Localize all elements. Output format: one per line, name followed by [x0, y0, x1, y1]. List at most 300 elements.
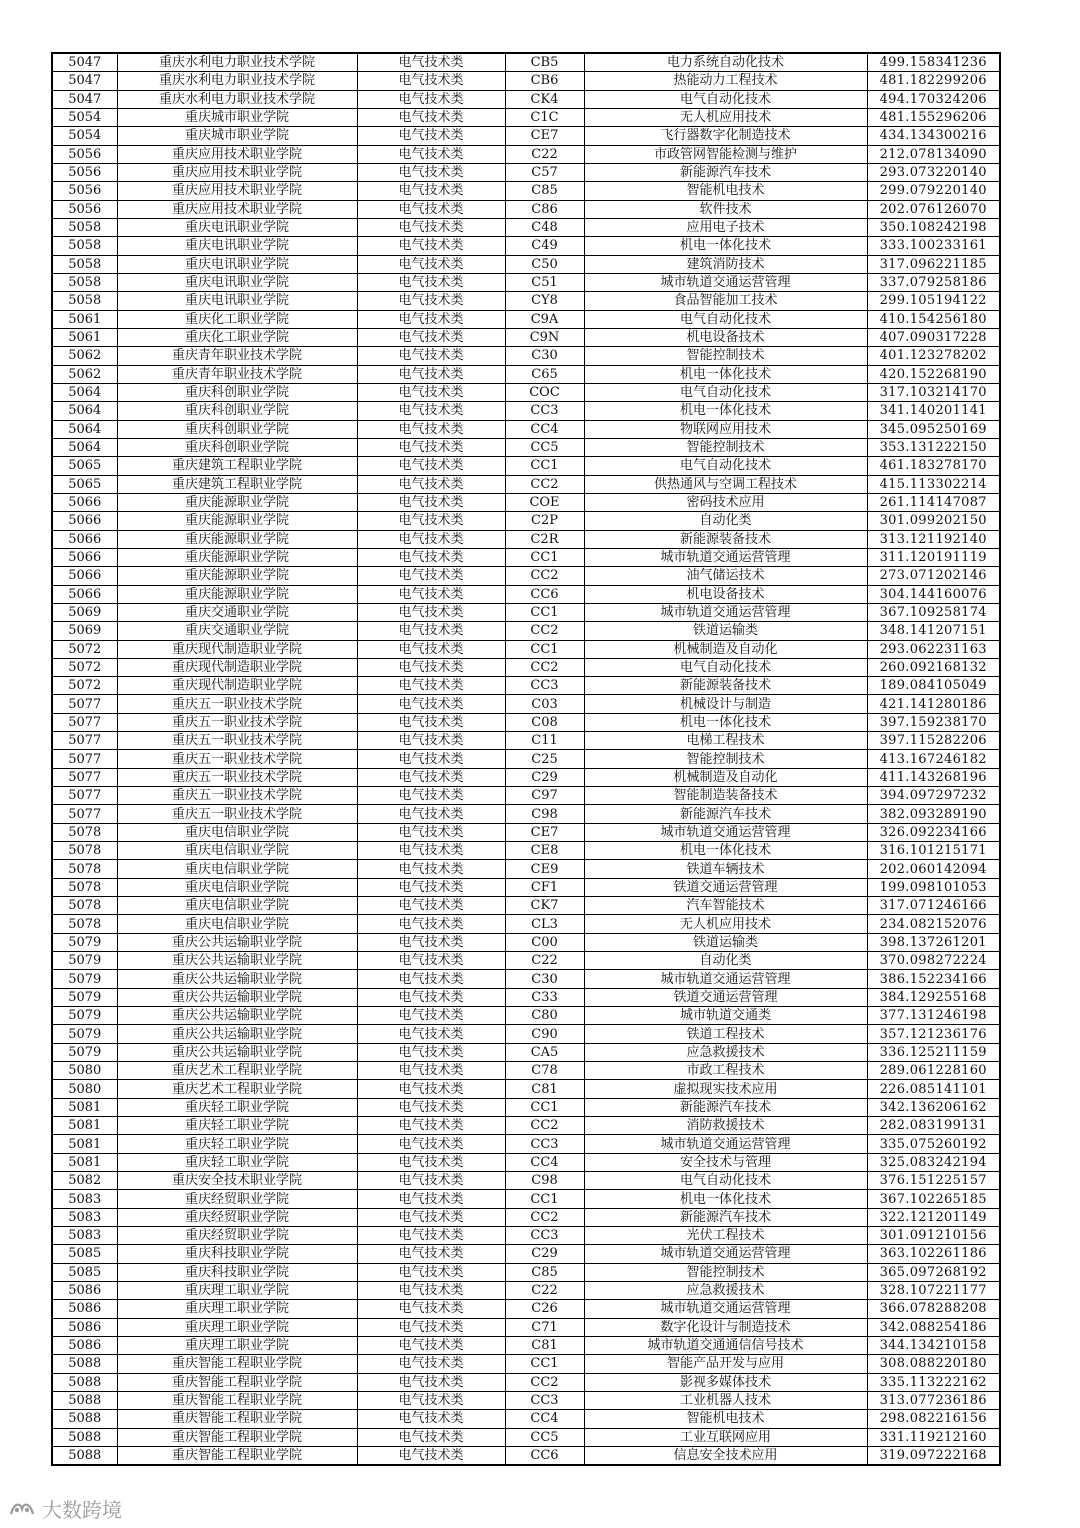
table-row [52, 933, 1000, 951]
cell-school-code: 5078 [52, 897, 117, 915]
cell-major-name: 机电设备技术 [584, 328, 867, 346]
cell-score: 377.131246198 [867, 1007, 1000, 1025]
cell-school-name: 重庆能源职业学院 [117, 548, 357, 566]
cell-major-name: 城市轨道交通运营管理 [584, 1135, 867, 1153]
cell-school-name: 重庆现代制造职业学院 [117, 658, 357, 676]
cell-score: 234.082152076 [867, 915, 1000, 933]
cell-major-code: CC1 [505, 1098, 584, 1116]
cell-major-name: 机械设计与制造 [584, 695, 867, 713]
cell-category: 电气技术类 [357, 1007, 505, 1025]
cell-category: 电气技术类 [357, 658, 505, 676]
table-row [52, 255, 1000, 273]
cell-school-code: 5077 [52, 768, 117, 786]
cell-major-code: C1C [505, 108, 584, 126]
cell-major-name: 新能源汽车技术 [584, 1208, 867, 1226]
cell-major-code: CC6 [505, 1446, 584, 1465]
cell-score: 348.141207151 [867, 622, 1000, 640]
cell-major-name: 建筑消防技术 [584, 255, 867, 273]
cell-school-name: 重庆电讯职业学院 [117, 255, 357, 273]
cell-category: 电气技术类 [357, 640, 505, 658]
cell-school-name: 重庆现代制造职业学院 [117, 640, 357, 658]
cell-score: 344.134210158 [867, 1336, 1000, 1354]
cell-category: 电气技术类 [357, 860, 505, 878]
cell-school-name: 重庆水利电力职业技术学院 [117, 53, 357, 72]
cell-category: 电气技术类 [357, 988, 505, 1006]
cell-score: 308.088220180 [867, 1355, 1000, 1373]
cell-score: 299.105194122 [867, 292, 1000, 310]
cell-category: 电气技术类 [357, 108, 505, 126]
cell-school-code: 5077 [52, 713, 117, 731]
cell-school-code: 5085 [52, 1245, 117, 1263]
cell-major-code: C81 [505, 1080, 584, 1098]
cell-school-code: 5088 [52, 1355, 117, 1373]
cell-school-name: 重庆电讯职业学院 [117, 292, 357, 310]
table-row [52, 90, 1000, 108]
cell-school-code: 5064 [52, 420, 117, 438]
cell-score: 353.131222150 [867, 438, 1000, 456]
cell-school-name: 重庆科创职业学院 [117, 383, 357, 401]
cell-score: 301.091210156 [867, 1227, 1000, 1245]
cell-school-name: 重庆城市职业学院 [117, 108, 357, 126]
table-row [52, 200, 1000, 218]
cell-score: 316.101215171 [867, 842, 1000, 860]
cell-school-code: 5079 [52, 970, 117, 988]
cell-major-name: 电力系统自动化技术 [584, 53, 867, 72]
cell-score: 411.143268196 [867, 768, 1000, 786]
cell-score: 293.062231163 [867, 640, 1000, 658]
table-row [52, 53, 1000, 72]
cell-score: 415.113302214 [867, 475, 1000, 493]
cell-major-code: C57 [505, 163, 584, 181]
cell-major-code: C08 [505, 713, 584, 731]
cell-school-code: 5072 [52, 677, 117, 695]
admission-score-table-wrapper [51, 52, 999, 1466]
cell-category: 电气技术类 [357, 1428, 505, 1446]
table-row [52, 897, 1000, 915]
cell-major-name: 城市轨道交通运营管理 [584, 273, 867, 291]
cell-score: 335.113222162 [867, 1373, 1000, 1391]
table-row [52, 512, 1000, 530]
table-row [52, 1135, 1000, 1153]
table-row [52, 1245, 1000, 1263]
table-row [52, 842, 1000, 860]
cell-major-code: C97 [505, 787, 584, 805]
table-row [52, 787, 1000, 805]
cell-score: 326.092234166 [867, 823, 1000, 841]
cell-major-name: 工业机器人技术 [584, 1391, 867, 1409]
cell-school-code: 5079 [52, 933, 117, 951]
cell-category: 电气技术类 [357, 1135, 505, 1153]
cell-major-name: 智能制造装备技术 [584, 787, 867, 805]
cell-major-code: CC1 [505, 457, 584, 475]
cell-major-code: C65 [505, 365, 584, 383]
cell-major-code: C11 [505, 732, 584, 750]
cell-major-name: 应急救援技术 [584, 1043, 867, 1061]
table-row [52, 457, 1000, 475]
cell-category: 电气技术类 [357, 383, 505, 401]
cell-major-name: 自动化类 [584, 512, 867, 530]
cell-major-name: 自动化类 [584, 952, 867, 970]
cell-major-code: C49 [505, 237, 584, 255]
cell-category: 电气技术类 [357, 182, 505, 200]
table-row [52, 603, 1000, 621]
cell-school-name: 重庆电讯职业学院 [117, 237, 357, 255]
cell-score: 394.097297232 [867, 787, 1000, 805]
cell-major-code: CC3 [505, 1227, 584, 1245]
cell-major-name: 供热通风与空调工程技术 [584, 475, 867, 493]
cell-school-code: 5088 [52, 1446, 117, 1465]
cell-school-code: 5086 [52, 1336, 117, 1354]
cell-major-name: 铁道车辆技术 [584, 860, 867, 878]
cell-score: 319.097222168 [867, 1446, 1000, 1465]
cell-major-code: CK4 [505, 90, 584, 108]
table-row [52, 145, 1000, 163]
table-row [52, 823, 1000, 841]
cell-major-code: C9A [505, 310, 584, 328]
cell-major-name: 电气自动化技术 [584, 310, 867, 328]
cell-score: 367.109258174 [867, 603, 1000, 621]
table-row [52, 310, 1000, 328]
cell-score: 336.125211159 [867, 1043, 1000, 1061]
cell-major-code: C9N [505, 328, 584, 346]
cell-school-code: 5080 [52, 1080, 117, 1098]
cell-major-name: 光伏工程技术 [584, 1227, 867, 1245]
cell-category: 电气技术类 [357, 292, 505, 310]
cell-school-name: 重庆五一职业技术学院 [117, 713, 357, 731]
cell-school-name: 重庆公共运输职业学院 [117, 970, 357, 988]
cell-major-code: CC2 [505, 1117, 584, 1135]
cell-school-name: 重庆交通职业学院 [117, 622, 357, 640]
cell-category: 电气技术类 [357, 1227, 505, 1245]
cell-category: 电气技术类 [357, 933, 505, 951]
cell-major-name: 机电一体化技术 [584, 402, 867, 420]
table-row [52, 163, 1000, 181]
cell-score: 410.154256180 [867, 310, 1000, 328]
watermark-text: 大数跨境 [42, 1498, 122, 1522]
cell-score: 317.096221185 [867, 255, 1000, 273]
table-row [52, 347, 1000, 365]
cell-score: 366.078288208 [867, 1300, 1000, 1318]
cell-major-code: CE7 [505, 127, 584, 145]
cell-category: 电气技术类 [357, 768, 505, 786]
cell-major-code: C22 [505, 1281, 584, 1299]
cell-score: 322.121201149 [867, 1208, 1000, 1226]
cell-major-code: CE7 [505, 823, 584, 841]
cell-school-name: 重庆城市职业学院 [117, 127, 357, 145]
cell-category: 电气技术类 [357, 493, 505, 511]
cell-school-code: 5047 [52, 72, 117, 90]
cell-school-code: 5082 [52, 1172, 117, 1190]
cell-major-name: 铁道工程技术 [584, 1025, 867, 1043]
cell-major-code: CC2 [505, 622, 584, 640]
cell-school-code: 5066 [52, 585, 117, 603]
cell-score: 199.098101053 [867, 878, 1000, 896]
table-row [52, 1355, 1000, 1373]
cell-major-name: 应急救援技术 [584, 1281, 867, 1299]
cell-score: 331.119212160 [867, 1428, 1000, 1446]
table-row [52, 493, 1000, 511]
cell-score: 382.093289190 [867, 805, 1000, 823]
cell-major-name: 机械制造及自动化 [584, 640, 867, 658]
cell-school-name: 重庆艺术工程职业学院 [117, 1062, 357, 1080]
cell-school-code: 5079 [52, 952, 117, 970]
table-row [52, 622, 1000, 640]
cell-school-name: 重庆能源职业学院 [117, 493, 357, 511]
cell-score: 420.152268190 [867, 365, 1000, 383]
cell-category: 电气技术类 [357, 1025, 505, 1043]
cell-score: 398.137261201 [867, 933, 1000, 951]
cell-major-code: CC1 [505, 1190, 584, 1208]
cell-major-code: CB6 [505, 72, 584, 90]
table-row [52, 805, 1000, 823]
cell-score: 325.083242194 [867, 1153, 1000, 1171]
cell-major-code: C80 [505, 1007, 584, 1025]
cell-category: 电气技术类 [357, 1263, 505, 1281]
cell-school-name: 重庆能源职业学院 [117, 512, 357, 530]
cell-school-name: 重庆化工职业学院 [117, 328, 357, 346]
cell-major-code: CK7 [505, 897, 584, 915]
cell-major-code: C29 [505, 1245, 584, 1263]
cell-category: 电气技术类 [357, 475, 505, 493]
cell-score: 342.136206162 [867, 1098, 1000, 1116]
cell-school-code: 5078 [52, 823, 117, 841]
cell-school-code: 5058 [52, 237, 117, 255]
cell-school-code: 5066 [52, 548, 117, 566]
cell-major-name: 软件技术 [584, 200, 867, 218]
table-row [52, 1318, 1000, 1336]
cell-major-name: 城市轨道交通运营管理 [584, 603, 867, 621]
table-row [52, 402, 1000, 420]
cell-school-name: 重庆青年职业技术学院 [117, 347, 357, 365]
cell-school-code: 5047 [52, 90, 117, 108]
cell-category: 电气技术类 [357, 1062, 505, 1080]
cell-major-code: C00 [505, 933, 584, 951]
table-row [52, 438, 1000, 456]
cell-school-name: 重庆应用技术职业学院 [117, 200, 357, 218]
cell-school-name: 重庆轻工职业学院 [117, 1135, 357, 1153]
cell-major-code: C2R [505, 530, 584, 548]
table-row [52, 273, 1000, 291]
cell-category: 电气技术类 [357, 787, 505, 805]
cell-major-name: 消防救援技术 [584, 1117, 867, 1135]
cell-school-code: 5072 [52, 640, 117, 658]
cell-school-code: 5080 [52, 1062, 117, 1080]
cell-major-code: C30 [505, 970, 584, 988]
cell-category: 电气技术类 [357, 127, 505, 145]
cell-school-name: 重庆五一职业技术学院 [117, 695, 357, 713]
cell-major-name: 数字化设计与制造技术 [584, 1318, 867, 1336]
cell-major-code: CC1 [505, 548, 584, 566]
cell-school-code: 5088 [52, 1373, 117, 1391]
cell-school-code: 5061 [52, 328, 117, 346]
table-row [52, 1098, 1000, 1116]
cell-category: 电气技术类 [357, 1172, 505, 1190]
table-row [52, 1336, 1000, 1354]
cell-score: 461.183278170 [867, 457, 1000, 475]
cell-category: 电气技术类 [357, 1355, 505, 1373]
cell-school-code: 5081 [52, 1098, 117, 1116]
cell-major-code: CE8 [505, 842, 584, 860]
cell-school-name: 重庆科创职业学院 [117, 402, 357, 420]
cell-category: 电气技术类 [357, 1410, 505, 1428]
table-row [52, 713, 1000, 731]
cell-school-name: 重庆电讯职业学院 [117, 273, 357, 291]
cell-score: 434.134300216 [867, 127, 1000, 145]
cell-school-name: 重庆电信职业学院 [117, 860, 357, 878]
table-row [52, 530, 1000, 548]
cell-score: 226.085141101 [867, 1080, 1000, 1098]
cell-category: 电气技术类 [357, 1153, 505, 1171]
cell-major-name: 电气自动化技术 [584, 1172, 867, 1190]
cell-score: 345.095250169 [867, 420, 1000, 438]
cell-school-name: 重庆水利电力职业技术学院 [117, 90, 357, 108]
admission-score-table [51, 52, 1001, 1466]
cell-score: 363.102261186 [867, 1245, 1000, 1263]
cell-major-code: C03 [505, 695, 584, 713]
table-row [52, 1446, 1000, 1465]
cell-school-name: 重庆智能工程职业学院 [117, 1373, 357, 1391]
cell-score: 341.140201141 [867, 402, 1000, 420]
cell-score: 370.098272224 [867, 952, 1000, 970]
table-row [52, 567, 1000, 585]
cell-school-name: 重庆电信职业学院 [117, 915, 357, 933]
table-row [52, 750, 1000, 768]
cell-major-code: CC4 [505, 1410, 584, 1428]
cell-major-name: 新能源装备技术 [584, 530, 867, 548]
table-row [52, 640, 1000, 658]
cell-major-code: C85 [505, 182, 584, 200]
cell-category: 电气技术类 [357, 457, 505, 475]
cell-school-code: 5078 [52, 878, 117, 896]
cell-school-code: 5077 [52, 695, 117, 713]
cell-major-code: C48 [505, 218, 584, 236]
table-row [52, 1080, 1000, 1098]
cell-score: 311.120191119 [867, 548, 1000, 566]
cell-score: 413.167246182 [867, 750, 1000, 768]
cell-category: 电气技术类 [357, 1318, 505, 1336]
cell-school-code: 5058 [52, 255, 117, 273]
cell-major-name: 安全技术与管理 [584, 1153, 867, 1171]
table-row [52, 72, 1000, 90]
cell-school-name: 重庆应用技术职业学院 [117, 163, 357, 181]
cell-score: 397.115282206 [867, 732, 1000, 750]
cell-school-name: 重庆电信职业学院 [117, 823, 357, 841]
cell-score: 499.158341236 [867, 53, 1000, 72]
cell-school-name: 重庆轻工职业学院 [117, 1117, 357, 1135]
cell-major-name: 汽车智能技术 [584, 897, 867, 915]
cell-category: 电气技术类 [357, 1043, 505, 1061]
cell-major-name: 机械制造及自动化 [584, 768, 867, 786]
cell-major-name: 机电一体化技术 [584, 237, 867, 255]
cell-score: 407.090317228 [867, 328, 1000, 346]
cell-category: 电气技术类 [357, 1281, 505, 1299]
cell-school-code: 5056 [52, 200, 117, 218]
cell-major-code: CC3 [505, 1391, 584, 1409]
cell-school-name: 重庆智能工程职业学院 [117, 1355, 357, 1373]
cell-school-name: 重庆建筑工程职业学院 [117, 457, 357, 475]
cell-school-name: 重庆青年职业技术学院 [117, 365, 357, 383]
cell-school-code: 5064 [52, 438, 117, 456]
cell-score: 317.071246166 [867, 897, 1000, 915]
cell-major-name: 食品智能加工技术 [584, 292, 867, 310]
cell-major-name: 油气储运技术 [584, 567, 867, 585]
cell-major-name: 城市轨道交通运营管理 [584, 1300, 867, 1318]
cell-major-code: C98 [505, 1172, 584, 1190]
cell-school-code: 5081 [52, 1153, 117, 1171]
cell-school-name: 重庆理工职业学院 [117, 1300, 357, 1318]
cell-school-name: 重庆建筑工程职业学院 [117, 475, 357, 493]
table-row [52, 878, 1000, 896]
cell-major-name: 城市轨道交通运营管理 [584, 548, 867, 566]
cell-school-name: 重庆科技职业学院 [117, 1263, 357, 1281]
table-row [52, 1428, 1000, 1446]
cell-major-name: 城市轨道交通类 [584, 1007, 867, 1025]
cell-score: 313.121192140 [867, 530, 1000, 548]
cell-school-code: 5056 [52, 145, 117, 163]
cell-score: 202.060142094 [867, 860, 1000, 878]
cell-school-code: 5088 [52, 1391, 117, 1409]
cell-major-code: COE [505, 493, 584, 511]
cell-category: 电气技术类 [357, 237, 505, 255]
cell-major-name: 应用电子技术 [584, 218, 867, 236]
cell-school-name: 重庆公共运输职业学院 [117, 1007, 357, 1025]
cell-school-code: 5088 [52, 1410, 117, 1428]
table-row [52, 1391, 1000, 1409]
cell-school-name: 重庆经贸职业学院 [117, 1208, 357, 1226]
cell-score: 494.170324206 [867, 90, 1000, 108]
cell-major-code: CC3 [505, 1135, 584, 1153]
cell-category: 电气技术类 [357, 1190, 505, 1208]
cell-score: 342.088254186 [867, 1318, 1000, 1336]
cell-category: 电气技术类 [357, 713, 505, 731]
cell-major-name: 智能控制技术 [584, 347, 867, 365]
cell-category: 电气技术类 [357, 1117, 505, 1135]
cell-category: 电气技术类 [357, 273, 505, 291]
cell-school-code: 5058 [52, 292, 117, 310]
cell-major-name: 热能动力工程技术 [584, 72, 867, 90]
table-row [52, 1043, 1000, 1061]
cell-school-code: 5047 [52, 53, 117, 72]
table-row [52, 1172, 1000, 1190]
cell-school-name: 重庆轻工职业学院 [117, 1153, 357, 1171]
cell-category: 电气技术类 [357, 952, 505, 970]
cell-school-code: 5081 [52, 1117, 117, 1135]
cell-score: 337.079258186 [867, 273, 1000, 291]
cell-category: 电气技术类 [357, 622, 505, 640]
cell-major-code: C85 [505, 1263, 584, 1281]
cell-major-code: C86 [505, 200, 584, 218]
cell-school-code: 5069 [52, 622, 117, 640]
cell-major-name: 密码技术应用 [584, 493, 867, 511]
cell-category: 电气技术类 [357, 1208, 505, 1226]
cell-major-code: C51 [505, 273, 584, 291]
cell-score: 189.084105049 [867, 677, 1000, 695]
cell-school-code: 5054 [52, 108, 117, 126]
cell-school-name: 重庆安全技术职业学院 [117, 1172, 357, 1190]
cell-school-name: 重庆智能工程职业学院 [117, 1428, 357, 1446]
cell-school-code: 5056 [52, 163, 117, 181]
table-row [52, 970, 1000, 988]
cell-school-code: 5083 [52, 1190, 117, 1208]
cell-major-name: 机电一体化技术 [584, 365, 867, 383]
cell-school-name: 重庆智能工程职业学院 [117, 1446, 357, 1465]
cell-school-code: 5056 [52, 182, 117, 200]
cell-school-name: 重庆现代制造职业学院 [117, 677, 357, 695]
cell-score: 397.159238170 [867, 713, 1000, 731]
table-row [52, 1007, 1000, 1025]
cell-score: 289.061228160 [867, 1062, 1000, 1080]
cell-major-name: 铁道运输类 [584, 933, 867, 951]
